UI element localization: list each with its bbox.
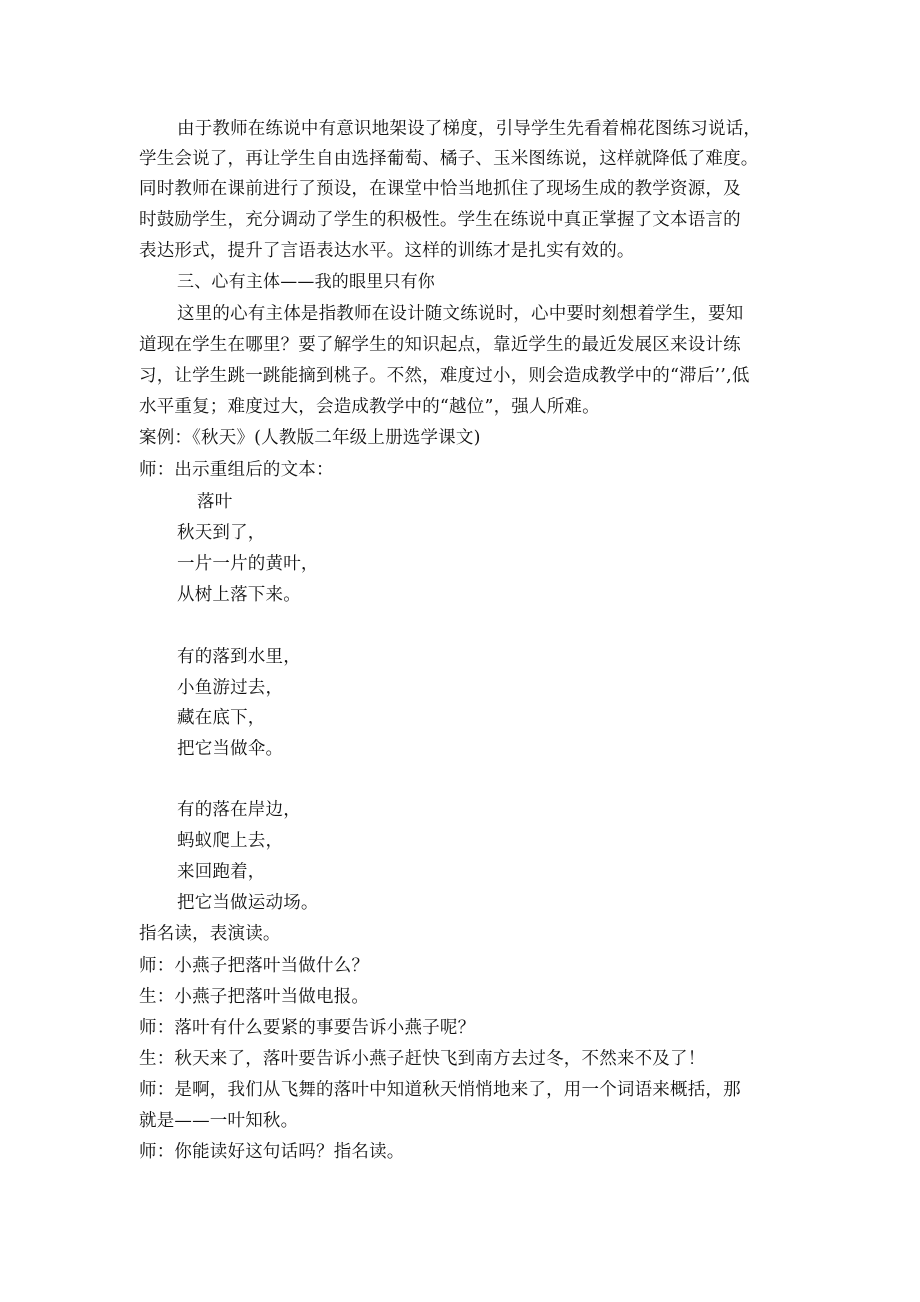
paragraph-1-line-1: 由于教师在练说中有意识地架设了梯度，引导学生先看着棉花图练习说话， bbox=[177, 119, 762, 139]
poem-stanza-2-line-4: 把它当做伞。 bbox=[177, 739, 284, 759]
poem-stanza-1-line-2: 一片一片的黄叶， bbox=[177, 554, 319, 574]
poem-stanza-3-line-4: 把它当做运动场。 bbox=[177, 893, 319, 913]
dialogue-line-4: 师：落叶有什么要紧的事要告诉小燕子呢？ bbox=[139, 1018, 476, 1038]
paragraph-1-line-3: 同时教师在课前进行了预设，在课堂中恰当地抓住了现场生成的教学资源，及 bbox=[139, 179, 741, 199]
section-heading: 三、心有主体——我的眼里只有你 bbox=[177, 272, 435, 292]
paragraph-1-line-5: 表达形式，提升了言语表达水平。这样的训练才是扎实有效的。 bbox=[139, 241, 635, 261]
case-label: 案例：《秋天》(人教版二年级上册选学课文) bbox=[139, 428, 481, 448]
dialogue-line-1: 指名读，表演读。 bbox=[139, 924, 281, 944]
poem-stanza-2-line-3: 藏在底下， bbox=[177, 708, 266, 728]
paragraph-2-line-3: 习，让学生跳一跳能摘到桃子。不然，难度过小，则会造成教学中的“滞后’’,低 bbox=[139, 366, 750, 386]
dialogue-line-3: 生：小燕子把落叶当做电报。 bbox=[139, 987, 370, 1007]
dialogue-line-6: 师：是啊，我们从飞舞的落叶中知道秋天悄悄地来了，用一个词语来概括，那 bbox=[139, 1080, 741, 1100]
poem-title: 落叶 bbox=[197, 492, 233, 512]
paragraph-2-line-4: 水平重复；难度过大，会造成教学中的“越位”，强人所难。 bbox=[139, 397, 600, 417]
dialogue-line-5: 生：秋天来了，落叶要告诉小燕子赶快飞到南方去过冬，不然来不及了！ bbox=[139, 1049, 706, 1069]
paragraph-2-line-1: 这里的心有主体是指教师在设计随文练说时，心中要时刻想着学生，要知 bbox=[177, 304, 744, 324]
poem-stanza-3-line-3: 来回跑着， bbox=[177, 862, 266, 882]
poem-stanza-2-line-2: 小鱼游过去， bbox=[177, 678, 284, 698]
poem-stanza-3-line-2: 蚂蚁爬上去， bbox=[177, 831, 284, 851]
poem-stanza-3-line-1: 有的落在岸边， bbox=[177, 800, 301, 820]
dialogue-line-7: 就是——一叶知秋。 bbox=[139, 1111, 299, 1131]
paragraph-1-line-4: 时鼓励学生，充分调动了学生的积极性。学生在练说中真正掌握了文本语言的 bbox=[139, 210, 741, 230]
poem-stanza-1-line-1: 秋天到了， bbox=[177, 523, 266, 543]
dialogue-line-8: 师：你能读好这句话吗？指名读。 bbox=[139, 1142, 405, 1162]
paragraph-2-line-2: 道现在学生在哪里？要了解学生的知识起点，靠近学生的最近发展区来设计练 bbox=[139, 335, 741, 355]
poem-stanza-1-line-3: 从树上落下来。 bbox=[177, 585, 301, 605]
paragraph-1-line-2: 学生会说了，再让学生自由选择葡萄、橘子、玉米图练说，这样就降低了难度。 bbox=[139, 149, 759, 169]
teacher-show-text: 师：出示重组后的文本： bbox=[139, 460, 334, 480]
dialogue-line-2: 师：小燕子把落叶当做什么？ bbox=[139, 956, 370, 976]
poem-stanza-2-line-1: 有的落到水里， bbox=[177, 647, 301, 667]
